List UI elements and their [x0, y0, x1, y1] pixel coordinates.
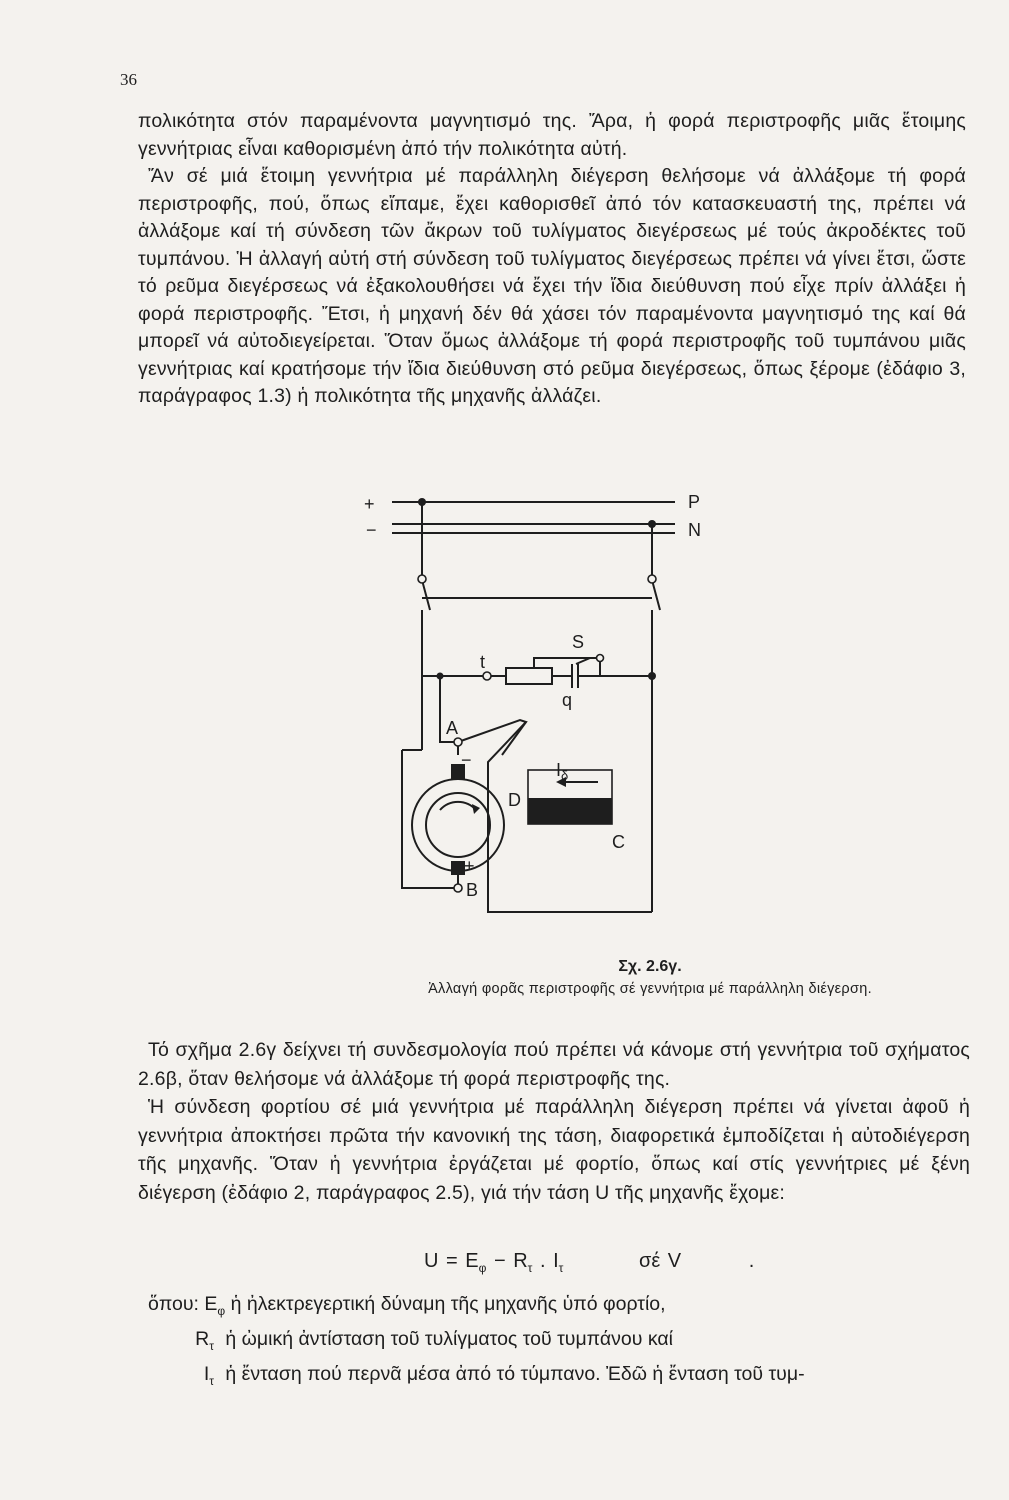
formula-r: R [513, 1250, 528, 1272]
terminal-s [597, 655, 604, 662]
label-c: C [612, 832, 625, 852]
definition-text: ἡ ἠλεκτρεγερτική δύναμη τῆς μηχανῆς ὑπό φορτίο, [230, 1293, 666, 1315]
definitions-list [148, 1290, 978, 1395]
formula-equals: = [446, 1250, 458, 1272]
rheostat [506, 668, 552, 684]
label-s: S [572, 632, 585, 652]
figure-caption-text: Ἀλλαγή φορᾶς περιστροφῆς σέ γεννήτρια μέ παράλληλη διέγερση. [428, 981, 872, 997]
definition-symbol: I [203, 1362, 210, 1385]
formula-dot: . [539, 1250, 546, 1272]
definition-symbol: R [195, 1327, 210, 1350]
definition-row [148, 1360, 978, 1395]
formula-minus: − [493, 1250, 506, 1272]
brush-plus [451, 861, 465, 875]
formula-u: U [424, 1250, 439, 1272]
terminal-switch-left [418, 575, 426, 583]
label-armature-plus: + [464, 856, 475, 876]
page-number: 36 [120, 70, 137, 89]
switch-blade-right [652, 580, 660, 610]
definition-symbol-sub: τ [209, 1338, 214, 1353]
node-plus-bus [418, 498, 426, 506]
label-plus: + [364, 494, 375, 514]
terminal-switch-right [648, 575, 656, 583]
label-n: N [688, 520, 701, 540]
body-paragraph-2 [138, 1036, 970, 1207]
body-paragraph-1 [138, 108, 966, 411]
node-t-rheostat [648, 672, 656, 680]
formula-e-sub: φ [478, 1261, 487, 1275]
label-a: A [446, 718, 459, 738]
label-p: P [688, 492, 701, 512]
label-d: D [508, 790, 521, 810]
circuit-svg [350, 480, 730, 925]
terminal-a [454, 738, 462, 746]
label-b: B [466, 880, 479, 900]
definition-text: ἡ ἔνταση πού περνᾶ μέσα ἀπό τό τύμπανο. Ἐδῶ ἡ ἔνταση τοῦ τυμ- [225, 1362, 805, 1385]
rotation-arrow [440, 802, 476, 810]
wire-left-loop [402, 750, 458, 888]
node-a-lead [437, 673, 444, 680]
formula-unit: σέ V [638, 1250, 682, 1272]
label-q: q [562, 690, 573, 710]
definition-row [148, 1325, 978, 1360]
rotation-arrow-head [472, 804, 480, 814]
definition-symbol-sub: φ [217, 1303, 226, 1318]
voltage-formula [424, 1250, 754, 1275]
label-armature-minus: − [461, 750, 472, 770]
text-line-block: Τό σχῆμα 2.6γ δείχνει τή συνδεσμολογία πού πρέπει νά κάνομε στή γεννήτρια τοῦ σχήματος 2.6β, ὅταν θελήσομε νά ἀλλάξομε τή φορά περιστροφῆς της. [138, 1039, 970, 1090]
text-line-block: Ἄν σέ μιά ἕτοιμη γεννήτρια μέ παράλληλη διέγερση θελήσομε νά ἀλλάξομε τή φορά περιστροφῆς, πού, ὅπως εἴπαμε, ἔχει καθορισθεῖ ἀπό τόν κατασκευαστή της, πρέπει νά ἀλλάξομε καί τή σύνδεση τῶν ἄκρων τοῦ τυλίγματος διεγέρσεως μέ τούς ἀκροδέκτες τοῦ τυμπάνου. Ἡ ἀλλαγή αὐτή στή σύνδεση τοῦ τυλίγματος διεγέρσεως πρέπει νά γίνει ἔτσι, ὥστε τό ρεῦμα διεγέρσεως νά ἐξακολουθήσει νά ἔχει τήν ἴδια διεύθυνση πού εἶχε πρίν ἀλλάξει ἡ φορά περιστροφῆς. Ἔτσι, ἡ μηχανή δέν θά χάσει τόν παραμένοντα μαγνητισμό της καί θά μπορεῖ νά αὐτοδιεγείρεται. Ὅταν ὅμως ἀλλάξομε τή φορά περιστροφῆς τοῦ τυμπάνου μιᾶς γεννήτριας καί κρατήσομε τήν ἴδια διεύθυνση στό ρεῦμα διεγέρσεως, ὅπως ξέρομε (ἐδάφιο 3, παράγραφος 1.3) ἡ πολικότητα τῆς μηχανῆς ἀλλάζει. [138, 165, 966, 407]
definition-text: ἡ ὠμική ἀντίσταση τοῦ τυλίγματος τοῦ τυμπάνου καί [225, 1327, 673, 1350]
label-current: $I_\delta$ [556, 760, 569, 783]
figure-caption [380, 958, 920, 997]
text-line-block: Ἡ σύνδεση φορτίου σέ μιά γεννήτρια μέ παράλληλη διέγερση πρέπει νά γίνεται ἀφοῦ ἡ γεννήτρια ἀποκτήσει πρῶτα τήν κανονική της τάση, διαφορετικά ἐμποδίζεται ἡ αὐτοδιέγερση τῆς μηχανῆς. Ὅταν ἡ γεννήτρια ἐργάζεται μέ φορτίο, ὅπως καί στίς γεννήτριες μέ ξένη διέγερση (ἐδάφιο 2, παράγραφος 2.5), γιά τήν τάση U τῆς μηχανῆς ἔχομε: [138, 1096, 970, 1204]
definition-symbol-sub: τ [209, 1373, 214, 1388]
terminal-b [454, 884, 462, 892]
wire-d-to-top [502, 722, 526, 755]
terminal-t [483, 672, 491, 680]
definitions-intro: ὅπου: [148, 1293, 199, 1315]
formula-i: I [553, 1250, 559, 1272]
field-winding-block [528, 798, 612, 824]
formula-end: . [748, 1250, 755, 1272]
formula-e: E [465, 1250, 479, 1272]
circuit-diagram [350, 480, 730, 925]
switch-blade-left [422, 580, 430, 610]
definition-row [148, 1290, 978, 1325]
definition-symbol: E [204, 1293, 218, 1315]
label-t: t [480, 652, 486, 672]
label-minus: − [366, 520, 377, 540]
formula-i-sub: τ [558, 1261, 564, 1275]
text-line-block: πολικότητα στόν παραμένοντα μαγνητισμό της. Ἄρα, ἡ φορά περιστροφῆς μιᾶς ἕτοιμης γεννήτριας εἶναι καθορισμένη ἀπό τήν πολικότητα αὐτή. [138, 110, 966, 160]
node-minus-bus [648, 520, 656, 528]
formula-r-sub: τ [527, 1261, 533, 1275]
figure-number: Σχ. 2.6γ. [618, 958, 682, 975]
